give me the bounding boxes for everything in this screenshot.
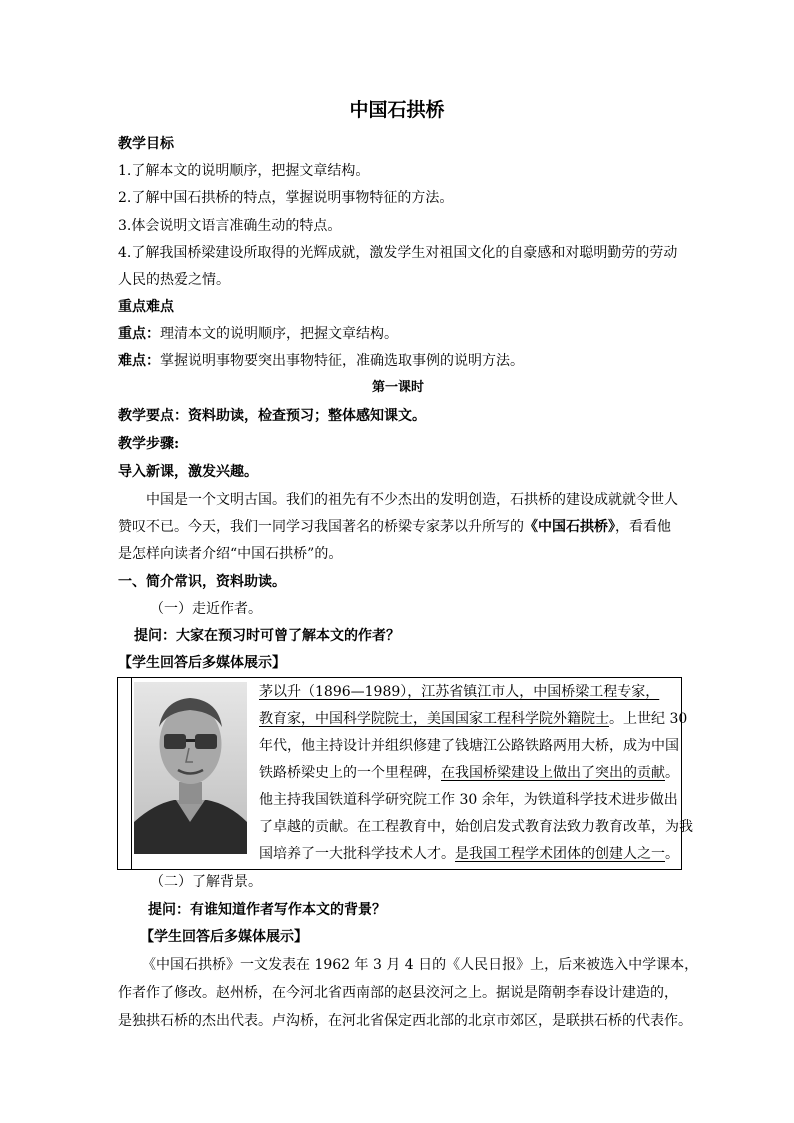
lesson-points-label: 教学要点： [118,408,188,424]
lesson-points-text: 资料助读，检查预习；整体感知课文。 [188,408,426,424]
author-contribution: 在我国桥梁建设上做出了突出的贡献 [441,765,665,781]
document-title: 中国石拱桥 [349,99,445,121]
subsection-1: （一）走近作者。 [150,601,262,617]
intro-p2-booktitle: 《中国石拱桥》 [524,519,615,535]
difficulty-line [118,351,678,371]
intro-p2-text: 赞叹不已。今天，我们一同学习我国著名的桥梁专家茅以升所写的 [118,519,524,535]
intro-paragraph-line-3: 是怎样向读者介绍“中国石拱桥”的。 [118,546,343,562]
objectives-heading: 教学目标 [118,136,174,152]
question-2: 提问：有谁知道作者写作本文的背景？ [148,902,386,918]
focus-label: 重点： [118,326,160,342]
question-1: 提问：大家在预习时可曾了解本文的作者？ [134,628,400,644]
background-line-1: 《中国石拱桥》一文发表在 1962 年 3 月 4 日的《人民日报》上，后来被选入中学课本， [142,957,699,973]
author-line-4-text: 铁路桥梁史上的一个里程碑， [259,765,441,781]
author-line-1 [259,682,677,702]
lesson-points [118,406,678,426]
intro-paragraph-line-1: 中国是一个文明古国。我们的祖先有不少杰出的发明创造，石拱桥的建设成就就令世人 [146,492,678,508]
author-line-7-tail: 。 [665,846,679,862]
author-founder: 是我国工程学术团体的创建人之一 [455,846,665,862]
objective-item-3: 3.体会说明文语言准确生动的特点。 [118,218,342,234]
intro-heading: 导入新课，激发兴趣。 [118,464,258,480]
objective-item-4: 4.了解我国桥梁建设所取得的光辉成就，激发学生对祖国文化的自豪感和对聪明勤劳的劳动 [118,245,678,261]
intro-paragraph-line-2 [118,517,678,537]
objective-item-2: 2.了解中国石拱桥的特点，掌握说明事物特征的方法。 [118,190,454,206]
author-line-5: 他主持我国铁道科学研究院工作 30 余年，为铁道科学技术进步做出 [259,792,678,808]
background-line-2: 作者作了修改。赵州桥，在今河北省西南部的赵县洨河之上。据说是隋朝李春设计建造的， [118,985,678,1001]
background-line-3: 是独拱石桥的杰出代表。卢沟桥，在河北省保定西北部的北京市郊区，是联拱石桥的代表作。 [118,1013,692,1029]
author-line-4-tail: 。 [665,765,679,781]
author-line-7 [259,844,677,864]
author-line-2 [259,709,688,729]
objective-item-4-cont: 人民的热爱之情。 [118,272,230,288]
author-line-4 [259,763,677,783]
intro-p2-tail: ，看看他 [615,519,671,535]
focus-text: 理清本文的说明顺序，把握文章结构。 [160,326,398,342]
media-note-2: 【学生回答后多媒体展示】 [140,929,308,945]
author-line-6: 了卓越的贡献。在工程教育中，始创启发式教育法致力教育改革，为我 [259,819,693,835]
author-line-7-text: 国培养了一大批科学技术人才。 [259,846,455,862]
author-portrait-image [134,682,247,854]
objective-item-1: 1.了解本文的说明顺序，把握文章结构。 [118,163,370,179]
subsection-2: （二）了解背景。 [150,874,262,890]
difficulty-label: 难点： [118,353,160,369]
section-1-heading: 一、简介常识，资料助读。 [118,574,286,590]
author-titles: 教育家，中国科学院院士，美国国家工程科学院外籍院士 [259,711,609,727]
author-line-2-tail: 。上世纪 30 [609,711,688,727]
difficulty-text: 掌握说明事物要突出事物特征，准确选取事例的说明方法。 [160,353,524,369]
keypoints-heading: 重点难点 [118,299,174,315]
lesson-heading: 第一课时 [371,380,424,395]
author-info-box [117,677,693,870]
focus-line [118,324,678,344]
steps-label: 教学步骤: [118,436,180,452]
author-line-3: 年代，他主持设计并组织修建了钱塘江公路铁路两用大桥，成为中国 [259,738,679,754]
box-divider [131,677,132,870]
author-name-dates: 茅以升（1896—1989），江苏省镇江市人，中国桥梁工程专家， [259,684,660,700]
media-note-1: 【学生回答后多媒体展示】 [118,655,286,671]
